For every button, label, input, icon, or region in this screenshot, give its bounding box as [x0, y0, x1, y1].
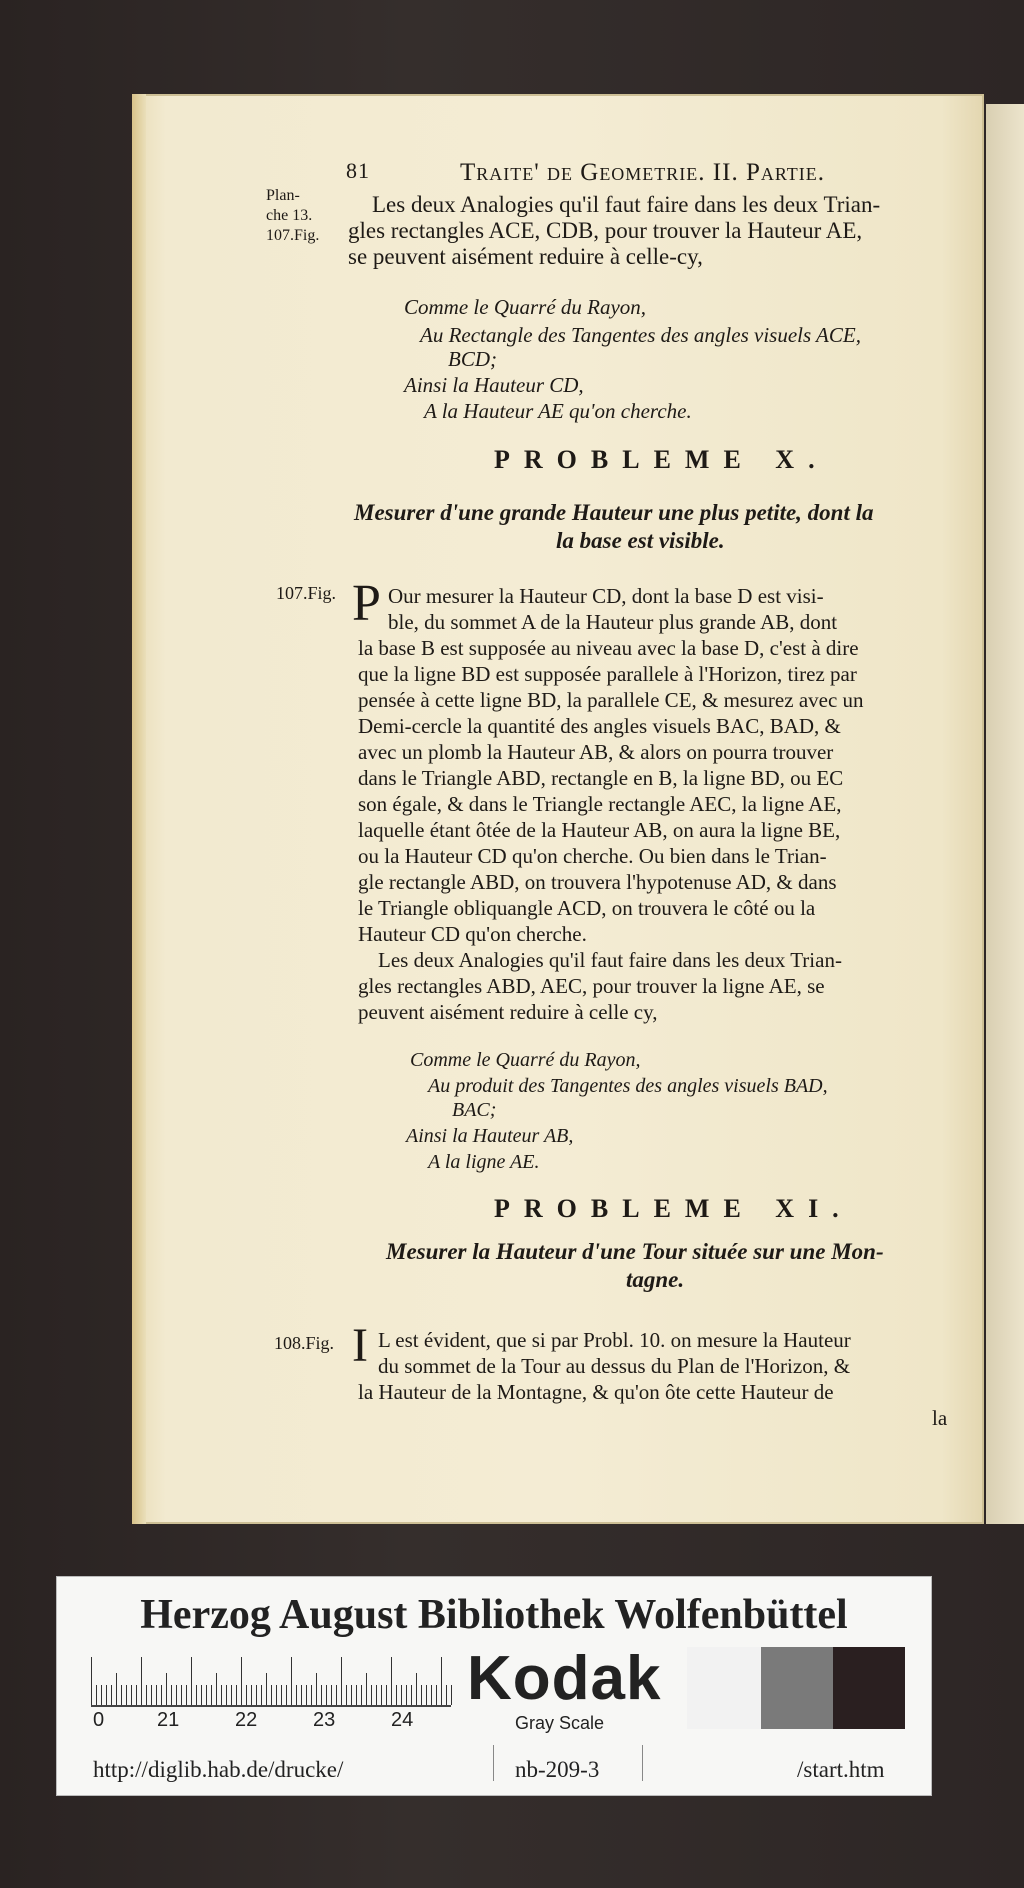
margin-note-plate: Plan- — [266, 187, 300, 204]
ruler-tick — [431, 1685, 432, 1705]
ruler-tick — [116, 1673, 117, 1705]
analogy-line: Au produit des Tangentes des angles visuels BAD, — [428, 1075, 828, 1097]
ruler-tick — [316, 1673, 317, 1705]
ruler-tick — [236, 1685, 237, 1705]
problem-subtitle: Mesurer d'une grande Hauteur une plus petite, dont la — [354, 500, 874, 525]
ruler-tick — [331, 1685, 332, 1705]
ruler-tick — [176, 1685, 177, 1705]
ruler-label: 24 — [391, 1709, 414, 1731]
ruler-tick — [111, 1685, 112, 1705]
body-line: L est évident, que si par Probl. 10. on mesure la Hauteur — [378, 1328, 851, 1352]
ruler-tick — [281, 1685, 282, 1705]
analogy-line: Ainsi la Hauteur AB, — [406, 1125, 574, 1147]
body-line: la base B est supposée au niveau avec la base D, c'est à dire — [358, 636, 859, 660]
ruler-tick — [436, 1685, 437, 1705]
running-title: Traite' de Geometrie. II. Partie. — [460, 159, 826, 186]
ruler-tick — [361, 1685, 362, 1705]
ruler-tick — [91, 1657, 92, 1705]
shelfmark: nb-209-3 — [515, 1757, 600, 1782]
ruler-tick — [221, 1685, 222, 1705]
body-line: son égale, & dans le Triangle rectangle AEC, la ligne AE, — [358, 792, 842, 816]
ruler-tick — [341, 1657, 342, 1705]
body-line: gles rectangles ABD, AEC, pour trouver la ligne AE, se — [358, 974, 825, 998]
analogy-line: Ainsi la Hauteur CD, — [404, 373, 584, 397]
ruler-tick — [356, 1685, 357, 1705]
ruler-tick — [291, 1657, 292, 1705]
url-left: http://diglib.hab.de/drucke/ — [93, 1757, 344, 1782]
ruler-tick — [401, 1685, 402, 1705]
analogy-line: Au Rectangle des Tangentes des angles visuels ACE, — [420, 323, 861, 347]
ruler-tick — [451, 1685, 452, 1705]
ruler-tick — [186, 1685, 187, 1705]
analogy-line: Comme le Quarré du Rayon, — [410, 1049, 641, 1071]
gray-patch-mid — [761, 1647, 833, 1729]
ruler-tick — [121, 1685, 122, 1705]
problem-heading: PROBLEME X. — [494, 445, 829, 474]
ruler-tick — [166, 1673, 167, 1705]
ruler-tick — [396, 1685, 397, 1705]
ruler-tick — [106, 1685, 107, 1705]
ruler-tick — [366, 1673, 367, 1705]
analogy-line: A la Hauteur AE qu'on cherche. — [424, 399, 692, 423]
ruler-tick — [321, 1685, 322, 1705]
drop-cap: P — [352, 575, 381, 632]
ruler-tick — [416, 1673, 417, 1705]
body-line: gle rectangle ABD, on trouvera l'hypotenuse AD, & dans — [358, 870, 837, 894]
ruler — [91, 1649, 451, 1707]
next-page-edge — [986, 104, 1024, 1524]
gray-patch-dark — [833, 1647, 905, 1729]
problem-heading: PROBLEME XI. — [494, 1194, 853, 1223]
body-line: Our mesurer la Hauteur CD, dont la base D est visi- — [388, 584, 824, 608]
ruler-tick — [251, 1685, 252, 1705]
problem-subtitle: la base est visible. — [556, 528, 725, 553]
ruler-tick — [101, 1685, 102, 1705]
ruler-tick — [336, 1685, 337, 1705]
ruler-tick — [306, 1685, 307, 1705]
library-title: Herzog August Bibliothek Wolfenbüttel — [140, 1592, 848, 1638]
ruler-label: 23 — [313, 1709, 336, 1731]
body-line: pensée à cette ligne BD, la parallele CE, & mesurez avec un — [358, 688, 864, 712]
body-line: avec un plomb la Hauteur AB, & alors on pourra trouver — [358, 740, 834, 764]
body-line: Les deux Analogies qu'il faut faire dans les deux Trian- — [378, 948, 842, 972]
ruler-tick — [311, 1685, 312, 1705]
ruler-tick — [141, 1657, 142, 1705]
ruler-tick — [246, 1685, 247, 1705]
ruler-tick — [241, 1657, 242, 1705]
ruler-tick — [196, 1685, 197, 1705]
problem-subtitle: Mesurer la Hauteur d'une Tour située sur une Mon- — [386, 1239, 884, 1264]
body-line: peuvent aisément reduire à celle cy, — [358, 1000, 658, 1024]
page-number: 81 — [346, 158, 370, 183]
ruler-tick — [126, 1685, 127, 1705]
ruler-label: 22 — [235, 1709, 258, 1731]
ruler-tick — [276, 1685, 277, 1705]
ruler-tick — [286, 1685, 287, 1705]
body-line: dans le Triangle ABD, rectangle en B, la ligne BD, ou EC — [358, 766, 844, 790]
ruler-tick — [211, 1685, 212, 1705]
ruler-tick — [181, 1685, 182, 1705]
ruler-tick — [391, 1657, 392, 1705]
analogy-line: BAC; — [452, 1099, 497, 1121]
body-line: Les deux Analogies qu'il faut faire dans les deux Trian- — [372, 192, 881, 217]
body-line: du sommet de la Tour au dessus du Plan de l'Horizon, & — [378, 1354, 851, 1378]
ruler-tick — [296, 1685, 297, 1705]
ruler-tick — [326, 1685, 327, 1705]
ruler-tick — [351, 1685, 352, 1705]
analogy-line: Comme le Quarré du Rayon, — [404, 295, 647, 319]
ruler-tick — [261, 1685, 262, 1705]
ruler-tick — [191, 1657, 192, 1705]
ruler-tick — [156, 1685, 157, 1705]
ruler-tick — [346, 1685, 347, 1705]
ruler-tick — [131, 1685, 132, 1705]
margin-note-plate: che 13. — [266, 207, 313, 224]
ruler-tick — [96, 1685, 97, 1705]
body-line: le Triangle obliquangle ACD, on trouvera le côté ou la — [358, 896, 816, 920]
ruler-tick — [376, 1685, 377, 1705]
ruler-tick — [381, 1685, 382, 1705]
ruler-tick — [226, 1685, 227, 1705]
ruler-tick — [171, 1685, 172, 1705]
gray-scale-label: Gray Scale — [515, 1713, 605, 1733]
ruler-tick — [371, 1685, 372, 1705]
body-line: Hauteur CD qu'on cherche. — [358, 922, 587, 946]
ruler-tick — [386, 1685, 387, 1705]
body-line: laquelle étant ôtée de la Hauteur AB, on aura la ligne BE, — [358, 818, 841, 842]
ruler-tick — [201, 1685, 202, 1705]
ruler-tick — [411, 1685, 412, 1705]
ruler-tick — [256, 1685, 257, 1705]
ruler-tick — [231, 1685, 232, 1705]
margin-note-figure: 108.Fig. — [274, 1333, 335, 1353]
page-gutter — [132, 94, 146, 1524]
ruler-tick — [136, 1685, 137, 1705]
problem-subtitle: tagne. — [626, 1267, 685, 1292]
ruler-label: 0 — [93, 1709, 105, 1731]
body-line: gles rectangles ACE, CDB, pour trouver la Hauteur AE, — [348, 218, 863, 243]
margin-note-figure: 107.Fig. — [276, 583, 337, 603]
body-line: la Hauteur de la Montagne, & qu'on ôte cette Hauteur de — [358, 1380, 834, 1404]
ruler-tick — [266, 1673, 267, 1705]
ruler-tick — [301, 1685, 302, 1705]
ruler-tick — [421, 1685, 422, 1705]
body-line: ou la Hauteur CD qu'on cherche. Ou bien dans le Trian- — [358, 844, 827, 868]
analogy-line: BCD; — [448, 347, 497, 371]
ruler-tick — [426, 1685, 427, 1705]
ruler-tick — [206, 1685, 207, 1705]
ruler-tick — [146, 1685, 147, 1705]
kodak-logo: Kodak — [467, 1644, 662, 1713]
margin-note-plate: 107.Fig. — [266, 227, 320, 244]
body-line: se peuvent aisément reduire à celle-cy, — [348, 244, 703, 269]
ruler-tick — [441, 1657, 442, 1705]
body-line: Demi-cercle la quantité des angles visuels BAC, BAD, & — [358, 714, 841, 738]
gray-patch-light — [687, 1647, 761, 1729]
body-line: ble, du sommet A de la Hauteur plus grande AB, dont — [388, 610, 838, 634]
ruler-tick — [161, 1685, 162, 1705]
url-right: /start.htm — [797, 1757, 885, 1782]
analogy-line: A la ligne AE. — [428, 1151, 540, 1173]
calibration-card — [56, 1576, 932, 1796]
drop-cap: I — [352, 1319, 368, 1372]
ruler-label: 21 — [157, 1709, 180, 1731]
ruler-tick — [271, 1685, 272, 1705]
catchword: la — [932, 1406, 948, 1430]
ruler-tick — [216, 1673, 217, 1705]
ruler-tick — [151, 1685, 152, 1705]
ruler-tick — [406, 1685, 407, 1705]
ruler-tick — [446, 1685, 447, 1705]
body-line: que la ligne BD est supposée parallele à l'Horizon, tirez par — [358, 662, 857, 686]
